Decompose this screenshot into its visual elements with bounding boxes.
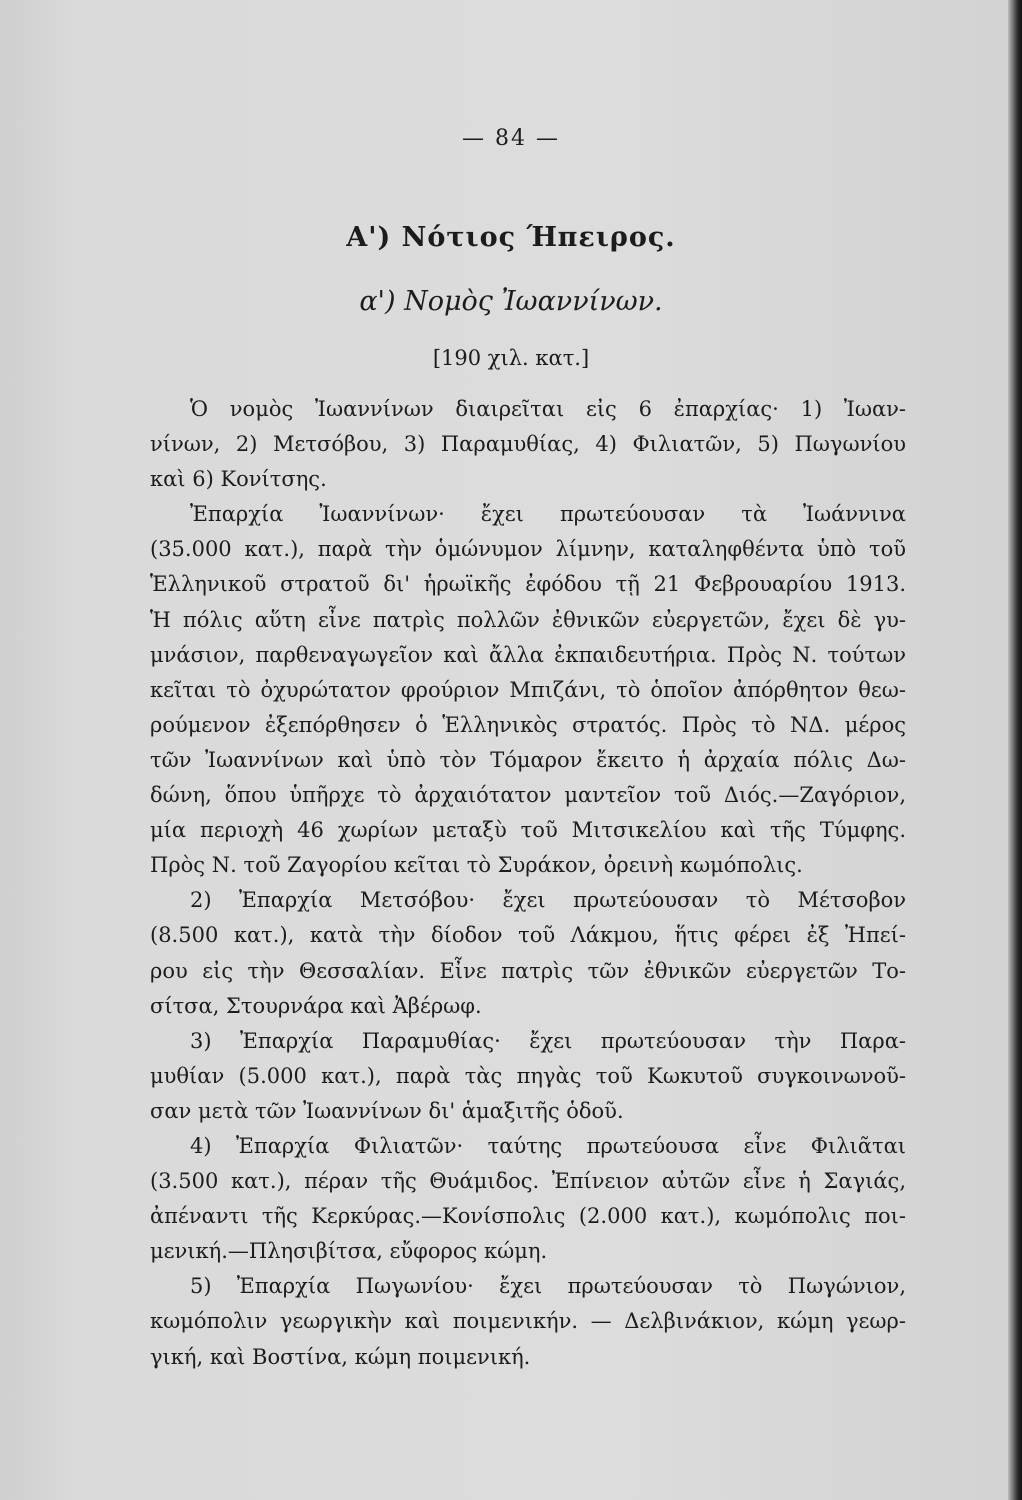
- page-number: — 84 —: [462, 126, 560, 151]
- text-line: κωμόπολιν γεωργικὴν καὶ ποιμενικήν. — Δελβινάκιον, κώμη γεωρ-: [150, 1309, 906, 1334]
- text-line: καὶ 6) Κονίτσης.: [150, 467, 327, 492]
- text-line: ἀπέναντι τῆς Κερκύρας.—Κονίσπολις (2.000 κατ.), κωμόπολις ποι-: [150, 1204, 906, 1229]
- text-line: (35.000 κατ.), παρὰ τὴν ὁμώνυμον λίμνην, καταληφθέντα ὑπὸ τοῦ: [150, 537, 906, 562]
- text-line: νίνων, 2) Μετσόβου, 3) Παραμυθίας, 4) Φιλιατῶν, 5) Πωγωνίου: [150, 432, 906, 457]
- text-line: Πρὸς Ν. τοῦ Ζαγορίου κεῖται τὸ Συράκον, ὀρεινὴ κωμόπολις.: [150, 853, 803, 878]
- area-note: [190 χιλ. κατ.]: [432, 346, 590, 370]
- text-line: 2) Ἐπαρχία Μετσόβου· ἔχει πρωτεύουσαν τὸ Μέτσοβον: [190, 888, 906, 913]
- text-line: Ἐπαρχία Ἰωαννίνων· ἔχει πρωτεύουσαν τὰ Ἰωάννινα: [190, 502, 906, 527]
- text-line: σαν μετὰ τῶν Ἰωαννίνων δι' ἁμαξιτῆς ὁδοῦ.: [150, 1098, 624, 1123]
- text-line: Ἑλληνικοῦ στρατοῦ δι' ἡρωϊκῆς ἐφόδου τῇ 21 Φεβρουαρίου 1913.: [150, 572, 906, 597]
- text-line: 5) Ἐπαρχία Πωγωνίου· ἔχει πρωτεύουσαν τὸ Πωγώνιον,: [190, 1274, 906, 1299]
- text-line: ρου εἰς τὴν Θεσσαλίαν. Εἶνε πατρὶς τῶν ἐθνικῶν εὐεργετῶν Το-: [150, 958, 906, 983]
- text-line: τῶν Ἰωαννίνων καὶ ὑπὸ τὸν Τόμαρον ἔκειτο ἡ ἀρχαία πόλις Δω-: [150, 747, 906, 772]
- text-line: (8.500 κατ.), κατὰ τὴν δίοδον τοῦ Λάκμου, ἥτις φέρει ἐξ Ἠπεί-: [150, 923, 906, 948]
- text-line: δώνη, ὅπου ὑπῆρχε τὸ ἀρχαιότατον μαντεῖον τοῦ Διός.—Ζαγόριον,: [150, 783, 906, 808]
- text-line: μενική.—Πλησιβίτσα, εὔφορος κώμη.: [150, 1239, 548, 1264]
- text-line: γική, καὶ Βοστίνα, κώμη ποιμενική.: [150, 1344, 531, 1369]
- text-line: μνάσιον, παρθεναγωγεῖον καὶ ἄλλα ἐκπαιδευτήρια. Πρὸς Ν. τούτων: [150, 642, 906, 667]
- body-text: [150, 392, 906, 1375]
- text-line: κεῖται τὸ ὀχυρώτατον φρούριον Μπιζάνι, τὸ ὁποῖον ἀπόρθητον θεω-: [150, 677, 906, 702]
- text-line: ρούμενον ἐξεπόρθησεν ὁ Ἑλληνικὸς στρατός. Πρὸς τὸ ΝΔ. μέρος: [150, 712, 906, 737]
- subsection-heading: α') Νομὸς Ἰωαννίνων.: [359, 286, 663, 317]
- text-line: Ὁ νομὸς Ἰωαννίνων διαιρεῖται εἰς 6 ἐπαρχίας· 1) Ἰωαν-: [190, 397, 906, 421]
- section-heading: Α') Νότιος Ήπειρος.: [346, 222, 676, 253]
- text-line: σίτσα, Στουρνάρα καὶ Ἀβέρωφ.: [150, 993, 482, 1018]
- text-line: μυθίαν (5.000 κατ.), παρὰ τὰς πηγὰς τοῦ Κωκυτοῦ συγκοινωνοῦ-: [150, 1063, 906, 1088]
- text-line: Ἡ πόλις αὕτη εἶνε πατρὶς πολλῶν ἐθνικῶν εὐεργετῶν, ἔχει δὲ γυ-: [150, 607, 906, 632]
- text-line: 4) Ἐπαρχία Φιλιατῶν· ταύτης πρωτεύουσα εἶνε Φιλιᾶται: [190, 1133, 906, 1158]
- text-line: 3) Ἐπαρχία Παραμυθίας· ἔχει πρωτεύουσαν τὴν Παρα-: [190, 1028, 906, 1053]
- text-line: (3.500 κατ.), πέραν τῆς Θυάμιδος. Ἐπίνειον αὐτῶν εἶνε ἡ Σαγιάς,: [150, 1169, 906, 1194]
- text-line: μία περιοχὴ 46 χωρίων μεταξὺ τοῦ Μιτσικελίου καὶ τῆς Τύμφης.: [150, 818, 906, 843]
- page-edge-shadow: [1008, 0, 1022, 1500]
